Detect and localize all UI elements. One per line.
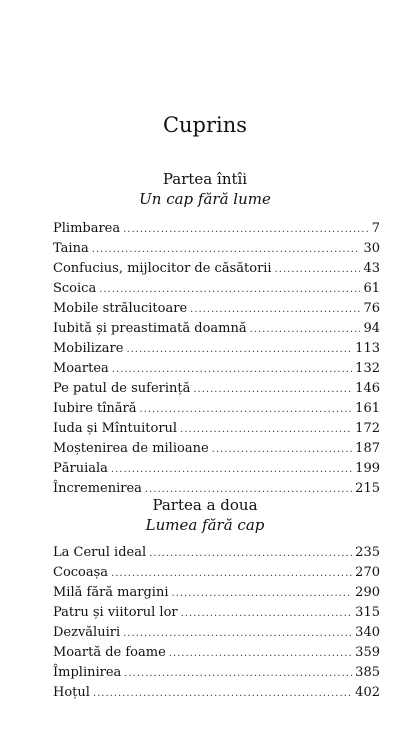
toc-entry-page-number: 359 [355,645,380,660]
toc-entry-title: La Cerul ideal [53,545,147,560]
toc-entry [53,603,380,623]
toc-entry-title: Iubire tînără [53,401,137,416]
toc-entry [53,219,380,239]
toc-entry-title: Împlinirea [53,665,122,680]
toc-entry-page-number: 215 [355,481,380,496]
dot-leader [99,280,360,299]
dot-leader [169,644,352,663]
part-1-entries [53,219,380,499]
toc-entry-title: Milă fără margini [53,585,169,600]
toc-entry-title: Scoica [53,281,97,296]
toc-entry-page-number: 30 [363,241,380,256]
toc-entry [53,259,380,279]
toc-entry [53,299,380,319]
part-1-heading: Partea întîi [162,170,248,188]
dot-leader [111,460,352,479]
toc-entry-title: Dezvăluiri [53,625,121,640]
dot-leader [123,624,352,643]
toc-entry-page-number: 402 [355,685,380,700]
toc-entry-page-number: 187 [355,441,380,456]
toc-entry [53,543,380,563]
toc-entry-page-number: 76 [363,301,380,316]
toc-entry-page-number: 113 [355,341,380,356]
toc-entry [53,339,380,359]
dot-leader [111,564,352,583]
toc-entry-page-number: 94 [363,321,380,336]
dot-leader [93,684,352,703]
dot-leader [149,544,352,563]
dot-leader [124,664,352,683]
dot-leader [275,260,361,279]
dot-leader [181,604,353,623]
toc-entry-title: Mobilizare [53,341,124,356]
toc-entry-title: Mobile strălucitoare [53,301,188,316]
dot-leader [140,400,353,419]
toc-entry-page-number: 132 [355,361,380,376]
toc-entry-title: Iuda și Mîntuitorul [53,421,178,436]
toc-entry [53,623,380,643]
toc-entry-title: Iubită și preastimată doamnă [53,321,247,336]
dot-leader [193,380,352,399]
toc-entry-title: Pe patul de suferință [53,381,191,396]
part-2-heading: Partea a doua [152,496,258,514]
toc-entry-page-number: 199 [355,461,380,476]
toc-entry-title: Confucius, mijlocitor de căsătorii [53,261,272,276]
dot-leader [112,360,352,379]
toc-entry-title: Patru și viitorul lor [53,605,178,620]
toc-entry [53,239,380,259]
toc-entry-page-number: 43 [363,261,380,276]
page-title: Cuprins [162,113,248,137]
toc-entry-page-number: 235 [355,545,380,560]
toc-entry [53,279,380,299]
toc-entry-title: Cocoașa [53,565,109,580]
dot-leader [123,220,369,239]
toc-entry [53,419,380,439]
part-1-subtitle: Un cap fără lume [139,190,271,208]
toc-entry-page-number: 385 [355,665,380,680]
toc-entry [53,319,380,339]
toc-entry [53,359,380,379]
toc-entry-title: Moștenirea de milioane [53,441,209,456]
toc-entry [53,459,380,479]
toc-entry [53,643,380,663]
toc-entry-title: Plimbarea [53,221,121,236]
toc-entry-page-number: 315 [355,605,380,620]
dot-leader [212,440,353,459]
toc-entry-title: Moartea [53,361,109,376]
toc-entry-title: Taina [53,241,89,256]
toc-entry-page-number: 146 [355,381,380,396]
dot-leader [171,584,352,603]
toc-entry-page-number: 290 [355,585,380,600]
toc-entry-page-number: 340 [355,625,380,640]
toc-entry [53,439,380,459]
toc-entry-page-number: 172 [355,421,380,436]
toc-entry-page-number: 161 [355,401,380,416]
toc-entry-title: Încremenirea [53,481,142,496]
toc-entry-title: Păruiala [53,461,108,476]
dot-leader [92,240,361,259]
toc-entry [53,399,380,419]
toc-entry [53,379,380,399]
toc-entry-page-number: 61 [363,281,380,296]
dot-leader [190,300,360,319]
dot-leader [180,420,352,439]
toc-entry-title: Moartă de foame [53,645,166,660]
dot-leader [126,340,352,359]
toc-entry-title: Hoțul [53,685,90,700]
toc-entry-page-number: 270 [355,565,380,580]
part-2-subtitle: Lumea fără cap [145,516,265,534]
toc-entry [53,563,380,583]
part-2-entries [53,543,380,703]
toc-entry [53,683,380,703]
toc-entry [53,583,380,603]
dot-leader [250,320,361,339]
toc-entry [53,663,380,683]
toc-entry-page-number: 7 [371,221,380,236]
